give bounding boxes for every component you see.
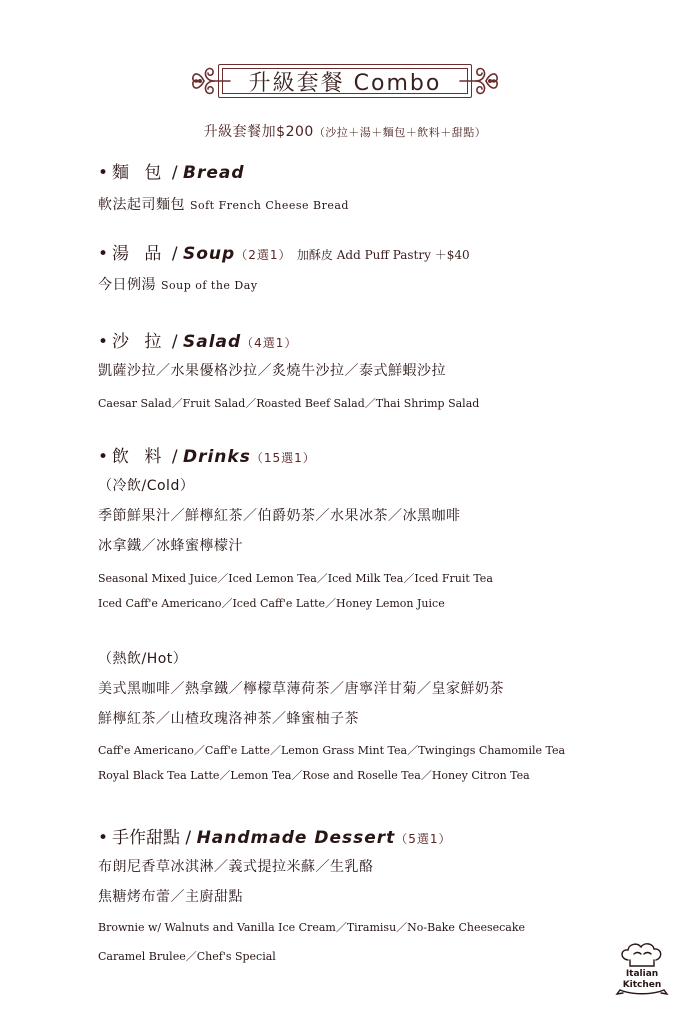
section-heading-dessert: • 手作甜點 / Handmade Dessert（5選1） [98,828,452,848]
section-heading-salad: • 沙 拉 / Salad（4選1） [98,332,298,352]
soup-item-en: Soup of the Day [160,279,258,292]
drinks-heading-en: Drinks [182,447,251,467]
italian-kitchen-logo [614,940,670,1000]
hot-drinks-zh-line-2: 鮮檸紅茶／山楂玫瑰洛神茶／蜂蜜柚子茶 [98,711,359,727]
bread-heading-zh: 麵 包 [112,163,167,183]
salad-heading-zh: 沙 拉 [112,332,167,352]
chef-hat-icon [614,940,670,1000]
soup-item-zh: 今日例湯 [98,277,156,293]
logo-line-2: Kitchen [622,980,662,990]
combo-subtitle [0,121,690,141]
bullet-icon: • [98,332,109,352]
soup-puff-pastry-addon [297,248,470,262]
page-title: 升級套餐 Combo [218,64,472,98]
bullet-icon: • [98,447,109,467]
combo-price-text: 升級套餐加$200 [203,124,314,140]
soup-heading-zh: 湯 品 [112,244,167,264]
soup-item [98,274,258,294]
bullet-icon: • [98,828,109,848]
cold-drinks-zh-line-2: 冰拿鐵／冰蜂蜜檸檬汁 [98,538,243,554]
dessert-choice-note: （5選1） [395,832,452,846]
bread-item-zh: 軟法起司麵包 [98,197,185,213]
dessert-zh-line-1: 布朗尼香草冰淇淋／義式提拉米蘇／生乳酪 [98,859,374,875]
section-heading-drinks: • 飲 料 / Drinks（15選1） [98,447,316,467]
right-ornament-icon [458,58,500,104]
salad-choice-note: （4選1） [241,336,298,350]
dessert-heading-zh: 手作甜點 [112,828,181,848]
cold-drinks-label: （冷飲/Cold） [98,478,195,494]
bread-item-en: Soft French Cheese Bread [189,199,349,212]
salad-list-en: Caesar Salad／Fruit Salad／Roasted Beef Salad／Thai Shrimp Salad [98,397,480,410]
dessert-heading-en: Handmade Dessert [196,828,396,848]
soup-choice-note: （2選1） [235,248,292,262]
salad-heading-en: Salad [182,332,242,352]
hot-drinks-en-line-2: Royal Black Tea Latte／Lemon Tea／Rose and Roselle Tea／Honey Citron Tea [98,769,530,782]
hot-drinks-label: （熱飲/Hot） [98,651,188,667]
hot-drinks-en-line-1: Caff'e Americano／Caff'e Latte／Lemon Grass Mint Tea／Twingings Chamomile Tea [98,744,566,757]
bread-heading-en: Bread [182,163,245,183]
hot-drinks-zh-line-1: 美式黑咖啡／熱拿鐵／檸檬草薄荷茶／唐寧洋甘菊／皇家鮮奶茶 [98,681,504,697]
salad-list-zh: 凱薩沙拉／水果優格沙拉／炙燒牛沙拉／泰式鮮蝦沙拉 [98,363,446,379]
bread-item [98,194,349,214]
dessert-zh-line-2: 焦糖烤布蕾／主廚甜點 [98,889,243,905]
title-banner [190,58,500,104]
drinks-choice-note: （15選1） [250,451,316,465]
cold-drinks-zh-line-1: 季節鮮果汁／鮮檸紅茶／伯爵奶茶／水果冰茶／冰黑咖啡 [98,508,461,524]
section-heading-soup: • 湯 品 / Soup（2選1） 加酥皮 Add Puff Pastry ＋$40 [98,244,470,264]
combo-includes-note: （沙拉＋湯＋麵包＋飲料＋甜點） [313,126,487,139]
bullet-icon: • [98,163,109,183]
soup-addon-zh: 加酥皮 [296,248,333,262]
soup-addon-en: Add Puff Pastry ＋$40 [336,248,470,262]
cold-drinks-en-line-2: Iced Caff'e Americano／Iced Caff'e Latte／Honey Lemon Juice [98,597,445,610]
soup-heading-en: Soup [182,244,236,264]
dessert-en-line-2: Caramel Brulee／Chef's Special [98,950,276,963]
logo-line-1: Italian [625,969,659,979]
section-heading-bread: • 麵 包 / Bread [98,163,245,183]
dessert-en-line-1: Brownie w/ Walnuts and Vanilla Ice Cream／Tiramisu／No-Bake Cheesecake [98,921,526,934]
bullet-icon: • [98,244,109,264]
drinks-heading-zh: 飲 料 [112,447,167,467]
cold-drinks-en-line-1: Seasonal Mixed Juice／Iced Lemon Tea／Iced Milk Tea／Iced Fruit Tea [98,572,493,585]
